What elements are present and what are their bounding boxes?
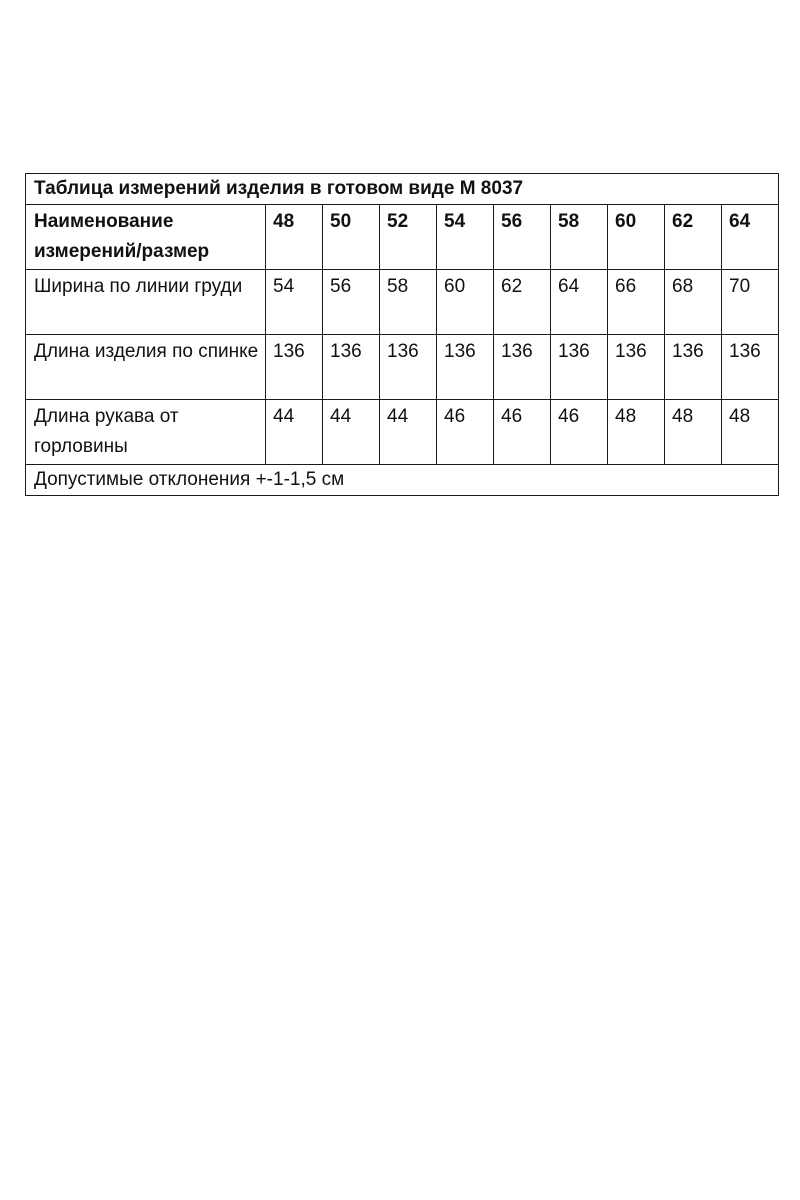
table-cell: 44: [380, 400, 437, 465]
table-cell: 136: [437, 335, 494, 400]
table-cell: 56: [323, 270, 380, 335]
table-cell: 136: [665, 335, 722, 400]
table-cell: 136: [551, 335, 608, 400]
table-cell: 70: [722, 270, 779, 335]
table-cell: 46: [494, 400, 551, 465]
table-cell: 136: [323, 335, 380, 400]
table-cell: 62: [494, 270, 551, 335]
table-cell: 136: [722, 335, 779, 400]
table-title: Таблица измерений изделия в готовом виде М 8037: [26, 174, 779, 205]
row-label: Ширина по линии груди: [26, 270, 266, 335]
size-header: 52: [380, 205, 437, 270]
size-header: 60: [608, 205, 665, 270]
table-cell: 68: [665, 270, 722, 335]
size-header: 48: [266, 205, 323, 270]
table-cell: 136: [266, 335, 323, 400]
table-cell: 58: [380, 270, 437, 335]
size-header: 56: [494, 205, 551, 270]
table-row: [26, 335, 779, 400]
table-cell: 60: [437, 270, 494, 335]
size-header: 58: [551, 205, 608, 270]
table-cell: 48: [608, 400, 665, 465]
header-row: [26, 205, 779, 270]
table-row: [26, 270, 779, 335]
title-row: [26, 174, 779, 205]
table-cell: 64: [551, 270, 608, 335]
size-header: 50: [323, 205, 380, 270]
row-label: Длина изделия по спинке: [26, 335, 266, 400]
table-cell: 44: [323, 400, 380, 465]
row-label: Длина рукава от горловины: [26, 400, 266, 465]
table-row: [26, 400, 779, 465]
table-cell: 44: [266, 400, 323, 465]
table-cell: 136: [494, 335, 551, 400]
header-label: Наименование измерений/размер: [26, 205, 266, 270]
measurement-table: [25, 173, 779, 496]
footer-row: [26, 465, 779, 496]
table-cell: 54: [266, 270, 323, 335]
size-header: 54: [437, 205, 494, 270]
size-header: 62: [665, 205, 722, 270]
size-header: 64: [722, 205, 779, 270]
table-cell: 48: [665, 400, 722, 465]
table-cell: 46: [551, 400, 608, 465]
table-cell: 136: [380, 335, 437, 400]
table-cell: 48: [722, 400, 779, 465]
table-cell: 46: [437, 400, 494, 465]
tolerance-note: Допустимые отклонения +-1-1,5 см: [26, 465, 779, 496]
table-cell: 136: [608, 335, 665, 400]
table-cell: 66: [608, 270, 665, 335]
